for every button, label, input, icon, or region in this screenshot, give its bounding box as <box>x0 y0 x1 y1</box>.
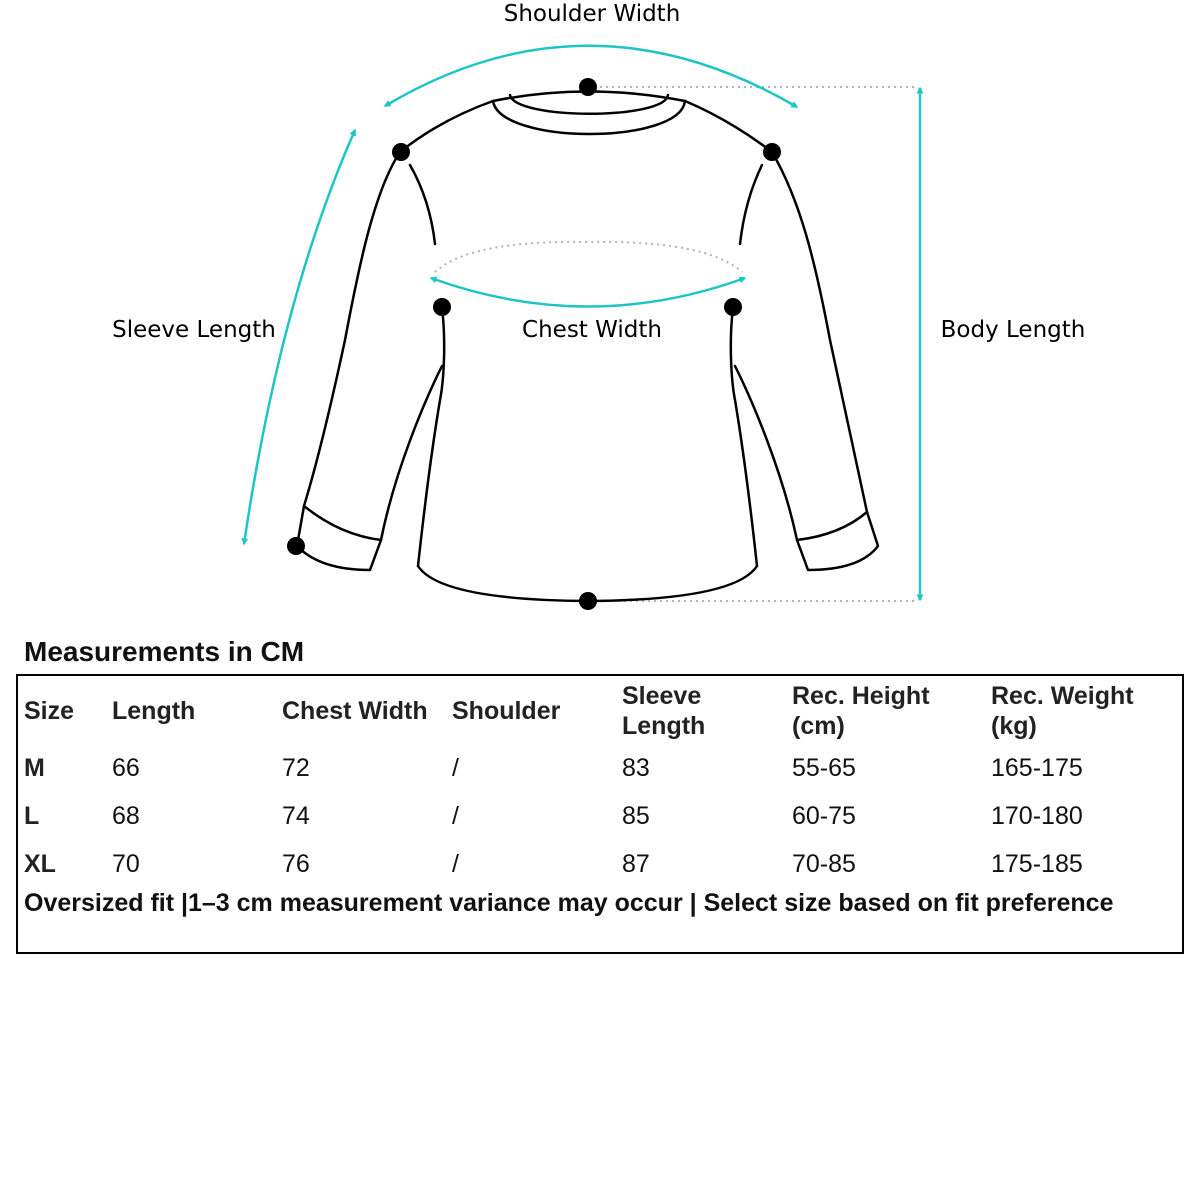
header-sleeve-length: Sleeve Length <box>622 682 706 740</box>
shoulder-width-arrow <box>385 46 797 107</box>
header-rec-weight: Rec. Weight (kg) <box>991 682 1134 740</box>
right-cuff <box>797 512 878 570</box>
header-shoulder: Shoulder <box>452 697 561 725</box>
row-xl-height: 70-85 <box>792 850 856 878</box>
row-m-chest: 72 <box>282 754 310 782</box>
row-xl-sleeve: 87 <box>622 850 650 878</box>
row-m-height: 55-65 <box>792 754 856 782</box>
left-sleeve-outer <box>304 152 400 506</box>
point-right-shoulder <box>763 143 781 161</box>
header-length: Length <box>112 697 196 725</box>
right-armhole <box>740 165 762 244</box>
point-left-cuff <box>287 537 305 555</box>
row-xl-size: XL <box>24 850 56 878</box>
point-left-shoulder <box>392 143 410 161</box>
row-l-length: 68 <box>112 802 140 830</box>
left-cuff <box>297 506 381 570</box>
chest-back-ellipse <box>435 242 742 272</box>
point-neck-top <box>579 78 597 96</box>
row-l-weight: 170-180 <box>991 802 1083 830</box>
row-m-sleeve: 83 <box>622 754 650 782</box>
row-l-height: 60-75 <box>792 802 856 830</box>
row-xl-length: 70 <box>112 850 140 878</box>
row-xl-shoulder: / <box>452 850 459 878</box>
body-length-label: Body Length <box>940 317 1086 343</box>
chest-width-label: Chest Width <box>522 317 662 343</box>
row-l-sleeve: 85 <box>622 802 650 830</box>
table-title: Measurements in CM <box>24 636 305 667</box>
left-armhole <box>410 165 435 244</box>
row-m-length: 66 <box>112 754 140 782</box>
right-shoulder <box>685 101 772 152</box>
point-hem-bottom <box>579 592 597 610</box>
row-l-chest: 74 <box>282 802 310 830</box>
sleeve-length-label: Sleeve Length <box>112 317 276 343</box>
point-right-chest <box>724 298 742 316</box>
header-rec-height: Rec. Height (cm) <box>792 682 930 740</box>
collar-inner <box>510 95 668 114</box>
sweatshirt-outline <box>297 92 878 602</box>
left-shoulder <box>400 101 493 152</box>
row-m-size: M <box>24 754 45 782</box>
chest-width-arrow <box>431 278 745 307</box>
shoulder-width-label: Shoulder Width <box>503 1 681 27</box>
point-left-chest <box>433 298 451 316</box>
fit-note: Oversized fit |1–3 cm measurement variance may occur | Select size based on fit preference <box>24 889 1114 917</box>
row-xl-weight: 175-185 <box>991 850 1083 878</box>
right-sleeve-outer <box>772 152 867 512</box>
left-body-side <box>418 308 444 566</box>
size-table <box>16 674 1184 954</box>
header-chest-width: Chest Width <box>282 697 428 725</box>
row-l-size: L <box>24 802 40 830</box>
row-m-shoulder: / <box>452 754 459 782</box>
row-xl-chest: 76 <box>282 850 310 878</box>
measurement-points <box>287 78 781 610</box>
row-m-weight: 165-175 <box>991 754 1083 782</box>
right-body-side <box>731 308 757 566</box>
header-size: Size <box>24 697 75 725</box>
row-l-shoulder: / <box>452 802 459 830</box>
